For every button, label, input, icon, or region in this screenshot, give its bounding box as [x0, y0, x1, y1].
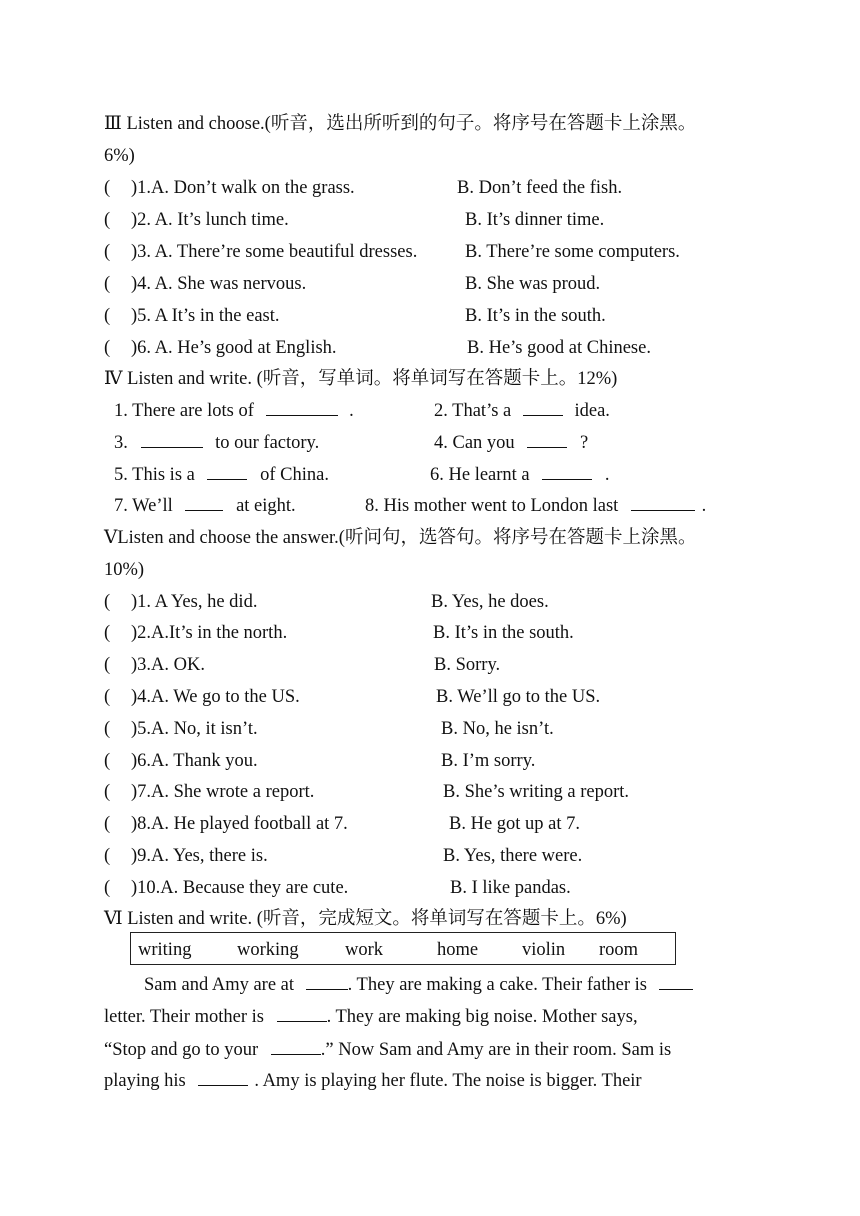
answer-blank	[141, 433, 203, 448]
question-text: .	[349, 401, 354, 421]
answer-paren: (	[104, 751, 111, 771]
answer-paren: (	[104, 655, 111, 675]
option-a: )1.A. Don’t walk on the grass.	[131, 178, 355, 198]
question-text: of China.	[260, 465, 329, 485]
answer-paren: (	[104, 306, 111, 326]
option-b: B. No, he isn’t.	[441, 719, 554, 739]
question-text: .	[604, 465, 610, 485]
option-b: B. There’re some computers.	[465, 242, 680, 262]
answer-blank	[523, 401, 563, 416]
passage-text: . They are making a cake. Their father is	[347, 975, 647, 995]
option-a: )1. A Yes, he did.	[131, 592, 258, 612]
question-text: 1. There are lots of	[114, 401, 254, 421]
answer-paren: (	[104, 210, 111, 230]
answer-paren: (	[104, 274, 111, 294]
question-text: 8. His mother went to London last	[365, 496, 619, 516]
answer-blank	[306, 975, 348, 990]
section-5-heading-cont: 10%)	[104, 560, 145, 580]
passage-line	[104, 1039, 671, 1061]
passage-line	[144, 974, 693, 996]
option-a: )6. A. He’s good at English.	[131, 338, 337, 358]
answer-blank	[207, 465, 247, 480]
question-text: idea.	[574, 401, 610, 421]
question-text: 3.	[114, 433, 128, 453]
fill-question-5	[114, 464, 329, 486]
option-a: )3. A. There’re some beautiful dresses.	[131, 242, 418, 262]
passage-text: . Amy is playing her flute. The noise is bigger. Their	[254, 1071, 642, 1091]
passage-text: .” Now Sam and Amy are in their room. Sam is	[320, 1040, 672, 1060]
answer-blank	[277, 1007, 327, 1022]
answer-blank	[542, 465, 592, 480]
question-text: 4. Can you	[434, 433, 515, 453]
passage-text: “Stop and go to your	[104, 1040, 259, 1060]
question-text: ?	[579, 433, 589, 453]
fill-question-2	[434, 400, 610, 422]
option-a: )2.A.It’s in the north.	[131, 623, 288, 643]
option-a: )4. A. She was nervous.	[131, 274, 307, 294]
answer-blank	[659, 975, 693, 990]
option-a: )5. A It’s in the east.	[131, 306, 280, 326]
answer-blank	[198, 1071, 248, 1086]
question-text: 2. That’s a	[434, 401, 512, 421]
answer-blank	[266, 401, 338, 416]
option-b: B. We’ll go to the US.	[436, 687, 601, 707]
option-b: B. Yes, there were.	[443, 846, 583, 866]
option-b: B. She was proud.	[465, 274, 601, 294]
option-a: )9.A. Yes, there is.	[131, 846, 268, 866]
question-text: 7. We’ll	[114, 496, 173, 516]
section-5-heading: ⅤListen and choose the answer.(听问句，选答句。将序号在答题卡上涂黑。	[104, 528, 697, 548]
fill-question-6	[430, 464, 610, 486]
option-b: B. It’s in the south.	[433, 623, 574, 643]
word-bank-item: violin	[522, 940, 566, 960]
fill-question-4	[434, 432, 588, 454]
option-a: )6.A. Thank you.	[131, 751, 258, 771]
option-b: B. Yes, he does.	[431, 592, 549, 612]
word-bank-item: working	[237, 940, 299, 960]
answer-paren: (	[104, 687, 111, 707]
fill-question-1	[114, 400, 354, 422]
word-bank-item: work	[345, 940, 384, 960]
word-bank-item: writing	[138, 940, 192, 960]
answer-blank	[271, 1040, 321, 1055]
passage-text: playing his	[104, 1071, 186, 1091]
question-text: 6. He learnt a	[430, 465, 530, 485]
question-text: at eight.	[236, 496, 296, 516]
option-a: )5.A. No, it isn’t.	[131, 719, 258, 739]
answer-paren: (	[104, 846, 111, 866]
answer-paren: (	[104, 814, 111, 834]
option-b: B. It’s in the south.	[465, 306, 606, 326]
section-6-heading: Ⅵ Listen and write. (听音，完成短文。将单词写在答题卡上。6%)	[104, 909, 627, 929]
option-b: B. Don’t feed the fish.	[457, 178, 623, 198]
answer-blank	[631, 496, 695, 511]
option-a: )7.A. She wrote a report.	[131, 782, 315, 802]
answer-paren: (	[104, 338, 111, 358]
option-b: B. She’s writing a report.	[443, 782, 630, 802]
answer-paren: (	[104, 623, 111, 643]
answer-paren: (	[104, 719, 111, 739]
option-b: B. Sorry.	[434, 655, 501, 675]
answer-blank	[185, 496, 223, 511]
passage-text: Sam and Amy are at	[144, 975, 295, 995]
passage-line	[104, 1070, 642, 1092]
answer-blank	[527, 433, 567, 448]
fill-question-8	[365, 495, 706, 517]
word-bank-item: room	[599, 940, 639, 960]
answer-paren: (	[104, 592, 111, 612]
word-bank-item: home	[437, 940, 479, 960]
answer-paren: (	[104, 878, 111, 898]
word-bank-box	[130, 932, 676, 965]
passage-text: letter. Their mother is	[104, 1007, 264, 1027]
option-a: )8.A. He played football at 7.	[131, 814, 348, 834]
option-b: B. He got up at 7.	[449, 814, 581, 834]
section-3-heading-cont: 6%)	[104, 146, 135, 166]
question-text: .	[701, 496, 707, 516]
answer-paren: (	[104, 782, 111, 802]
passage-line	[104, 1006, 638, 1028]
option-a: )3.A. OK.	[131, 655, 205, 675]
section-4-heading: Ⅳ Listen and write. (听音，写单词。将单词写在答题卡上。12%)	[104, 369, 618, 389]
question-text: 5. This is a	[114, 465, 195, 485]
option-b: B. I like pandas.	[450, 878, 571, 898]
fill-question-7	[114, 495, 296, 517]
section-3-heading: Ⅲ Listen and choose.(听音，选出所听到的句子。将序号在答题卡上涂黑。	[104, 114, 697, 134]
option-b: B. He’s good at Chinese.	[467, 338, 651, 358]
passage-text: . They are making big noise. Mother says,	[326, 1007, 638, 1027]
option-a: )10.A. Because they are cute.	[131, 878, 349, 898]
option-b: B. It’s dinner time.	[465, 210, 605, 230]
answer-paren: (	[104, 242, 111, 262]
fill-question-3	[114, 432, 319, 454]
option-b: B. I’m sorry.	[441, 751, 536, 771]
option-a: )2. A. It’s lunch time.	[131, 210, 289, 230]
question-text: to our factory.	[215, 433, 320, 453]
answer-paren: (	[104, 178, 111, 198]
option-a: )4.A. We go to the US.	[131, 687, 300, 707]
